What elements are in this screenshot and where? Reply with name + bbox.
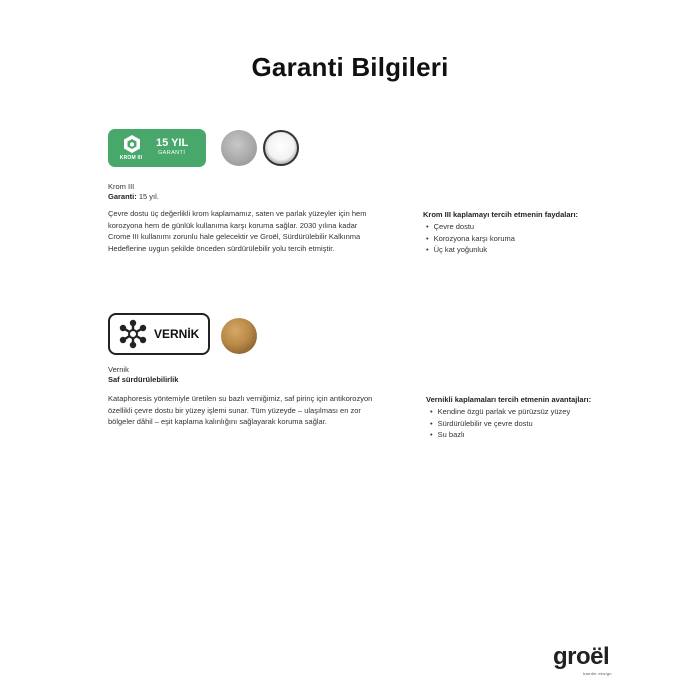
brand-logo: groël: [553, 643, 610, 670]
krom-badge-years: 15 YIL: [156, 137, 189, 149]
vernik-subtitle: Saf sürdürülebilirlik: [108, 375, 179, 384]
list-item: • Üç kat yoğunluk: [426, 244, 515, 256]
list-item: • Çevre dostu: [426, 221, 515, 233]
list-item: • Sürdürülebilir ve çevre dostu: [430, 418, 570, 430]
brass-varnish-swatch: [221, 318, 257, 354]
vernik-advantages-title: Vernikli kaplamaları tercih etmenin avantajları:: [426, 395, 592, 404]
krom-badge-garanti: GARANTİ: [158, 150, 186, 156]
vernik-badge: [108, 313, 210, 355]
page-title: Garanti Bilgileri: [251, 52, 449, 82]
vernik-advantages-list: [430, 406, 570, 441]
krom-warranty-label: Garanti:: [108, 192, 137, 201]
vernik-badge-label: VERNİK: [154, 327, 200, 341]
hexagon-cube-icon: [122, 134, 142, 154]
satin-chrome-swatch: [221, 130, 257, 166]
list-item: • Kendine özgü parlak ve pürüzsüz yüzey: [430, 406, 570, 418]
krom-warranty-badge: [108, 129, 206, 167]
krom-benefits-list: [426, 221, 515, 256]
vernik-name: Vernik: [108, 365, 129, 374]
krom-warranty: [108, 192, 159, 203]
polished-chrome-swatch: [263, 130, 299, 166]
krom-warranty-value: 15 yıl.: [136, 192, 159, 201]
vernik-description: Kataphoresis yöntemiyle üretilen su bazlı verniğimiz, saf pirinç için antikorozyon özellikli çevre dostu bir yüzey işlemi sunar. Tüm yüzeyde – ulaşılması en zor bölgeler dâhil – eşit kaplama kalınlığını sağlayarak koruma sağlar.: [108, 394, 373, 426]
list-item: • Korozyona karşı koruma: [426, 233, 515, 245]
krom-name: Krom III: [108, 182, 135, 191]
molecule-icon: [118, 319, 148, 349]
krom-description: Çevre dostu üç değerlikli krom kaplamamız, saten ve parlak yüzeyler için hem korozyona hem de günlük kullanıma karşı koruma sağlar. 2030 yılına kadar Crome III kullanımı zorunlu hale gelecektir ve Groël, Sürdürülebilir Kalkınma Hedeflerine uygun şekilde önceden sürdürülebilir yolu tercih etmiştir.: [108, 209, 367, 253]
krom-badge-sublabel: KROM III: [119, 155, 143, 161]
krom-benefits-title: Krom III kaplamayı tercih etmenin faydaları:: [423, 210, 579, 219]
brand-tagline: handle design: [583, 671, 612, 676]
list-item: • Su bazlı: [430, 429, 570, 441]
